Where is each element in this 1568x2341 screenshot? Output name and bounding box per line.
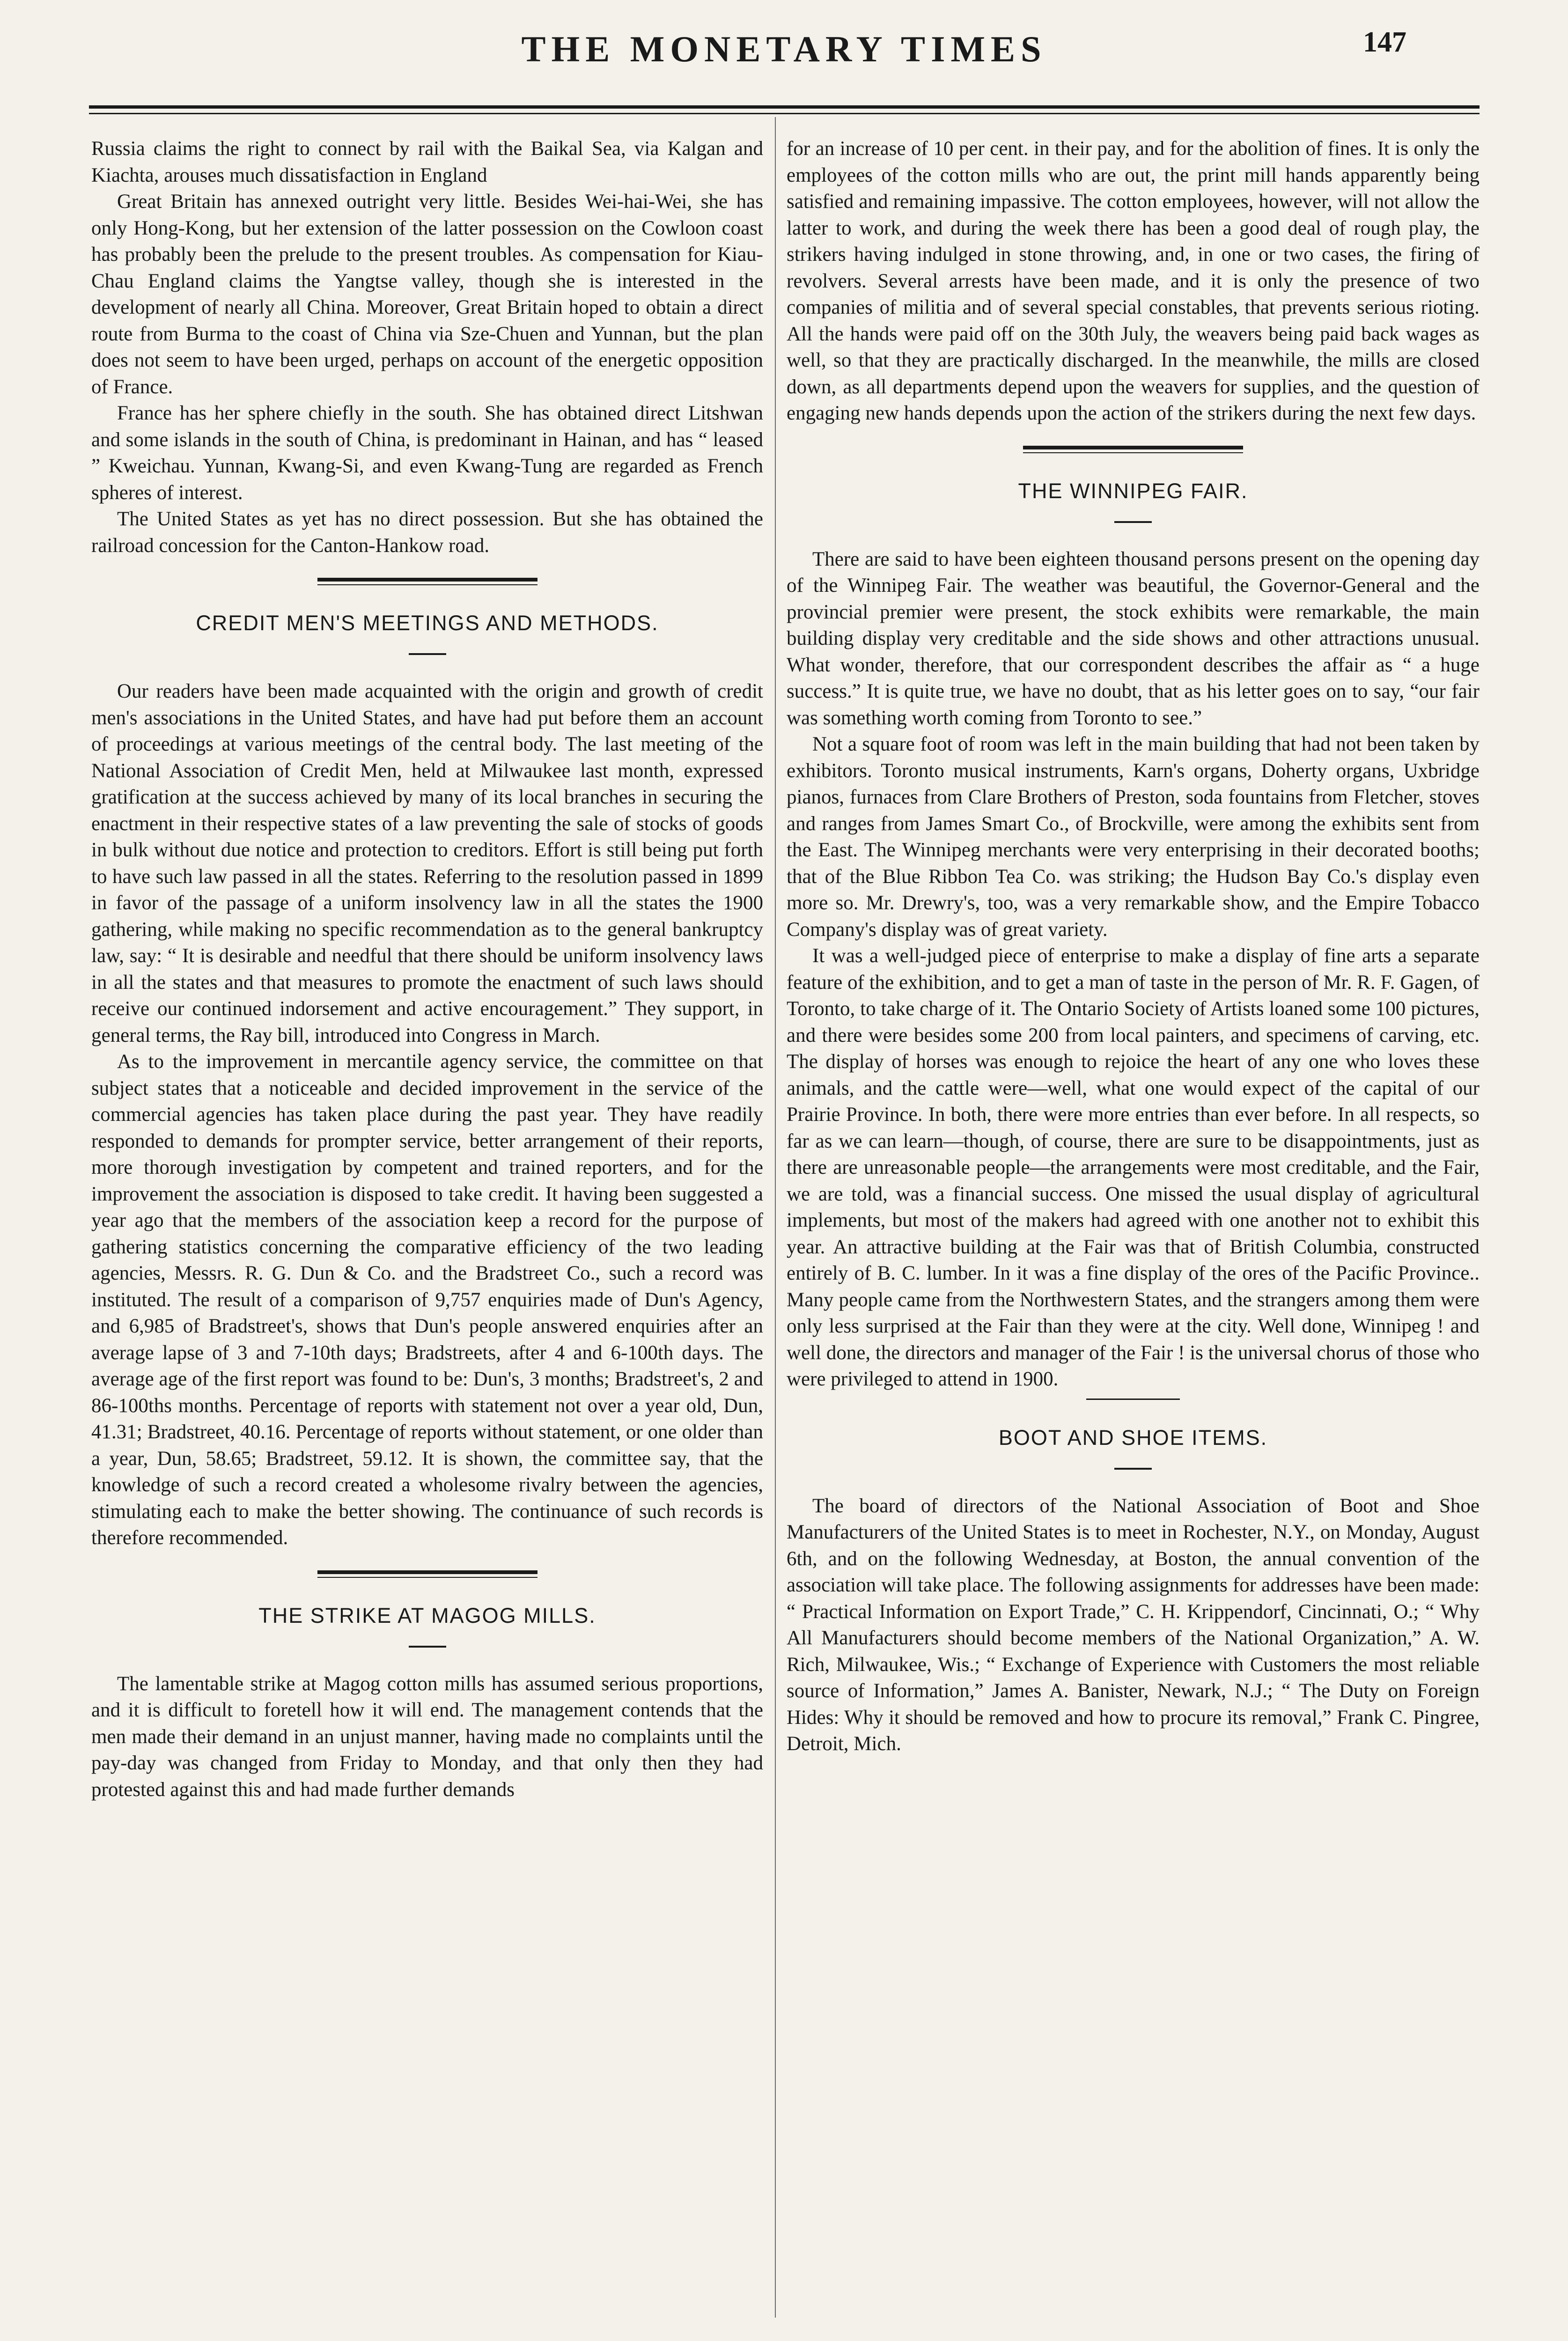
article-heading: BOOT AND SHOE ITEMS. [998,1425,1268,1450]
heading-dash [1114,521,1152,523]
column-divider [775,117,776,2318]
heading-dash [409,653,446,655]
article-heading: CREDIT MEN'S MEETINGS AND METHODS. [196,611,659,635]
article-boot-shoe [787,1426,1480,1470]
page-number: 147 [1363,26,1406,58]
article-strike [91,1570,763,1648]
paragraph: The board of directors of the National Association of Boot and Shoe Manufacturers of the United States is to meet in Rochester, N.Y., on Monday, August 6th, and on the following Wednesday, at Boston, the annual convention of the association will take place. The following assignments for addresses have been made: “ Practical Information on Export Trade,” C. H. Krippendorf, Cincinnati, O.; “ Why All Manufacturers should become members of the National Organization,” A. W. Rich, Milwaukee, Wis.; “ Exchange of Experience with Customers the most reliable source of Information,” James A. Banister, Newark, N.J.; “ The Duty on Foreign Hides: Why it should be removed and how to procure its removal,” Frank C. Pingree, Detroit, Mich. [787,1494,1480,1755]
article-winnipeg-fair [787,446,1480,523]
paragraph: The United States as yet has no direct possession. But she has obtained the railroad concession for the Canton-Hankow road. [91,508,763,557]
paragraph: for an increase of 10 per cent. in their pay, and for the abolition of fines. It is only the employees of the cotton mills who are out, the print mill hands apparently being satisfied and remaining impassive. The cotton employees, however, will not allow the latter to work, and during the week there has been a good deal of rough play, the strikers having indulged in stone throwing, and, in one or two cases, the firing of revolvers. Several arrests have been made, and it is only the presence of two companies of militia and of several special constables, that prevents serious rioting. All the hands were paid off on the 30th July, the weavers being paid back wages as well, so that they are practically discharged. In the meanwhile, the mills are closed down, as all departments depend upon the weavers for supplies, and the question of engaging new hands depends upon the action of the strikers during the next few days. [787,138,1480,424]
article-heading: THE STRIKE AT MAGOG MILLS. [258,1603,596,1627]
section-rule-thin [1023,452,1243,453]
header-rule [89,105,1480,109]
paragraph: It was a well-judged piece of enterprise to make a display of fine arts a separate feature of the exhibition, and to get a man of taste in the person of Mr. R. F. Gagen, of Toronto, to take charge of it. The Ontario Society of Artists loaned some 100 pictures, and there were besides some 200 from local painters, and specimens of carving, etc. The display of horses was enough to rejoice the heart of any one who loves these animals, and the cattle were—well, what one would expect of the capital of our Prairie Province. In both, there were more entries than ever before. In all respects, so far as we can learn—though, of course, there are sure to be disappointments, just as there are unreasonable people—the arrangements were most creditable, and the Fair, we are told, was a financial success. One missed the usual display of agricultural implements, but most of the makers had agreed with one another not to exhibit this year. An attractive building at the Fair was that of British Columbia, constructed entirely of B. C. lumber. In it was a fine display of the ores of the Pacific Province.. Many people came from the Northwestern States, and the strangers among them were only less surprised at the Fair than they were at the city. Well done, Winnipeg ! and well done, the directors and manager of the Fair ! is the universal chorus of those who were privileged to attend in 1900. [787,945,1480,1390]
section-rule-thin [317,584,537,585]
article-end-rule [1086,1399,1180,1400]
paragraph: Great Britain has annexed outright very little. Besides Wei-hai-Wei, she has only Hong-Kong, but her extension of the latter possession on the Cowloon coast has probably been the prelude to the present troubles. As compensation for Kiau-Chau England claims the Yangtse valley, though she is interested in the development of nearly all China. Moreover, Great Britain hoped to obtain a direct route from Burma to the coast of China via Sze-Chuen and Yunnan, but the plan does not seem to have been urged, perhaps on account of the energetic opposition of France. [91,191,763,398]
paragraph: Our readers have been made acquainted with the origin and growth of credit men's associations in the United States, and have had put before them an account of proceedings at various meetings of the central body. The last meeting of the National Association of Credit Men, held at Milwaukee last month, expressed gratification at the success achieved by many of its local branches in securing the enactment in their respective states of a law preventing the sale of stocks of goods in bulk without due notice and protection to creditors. Effort is still being put forth to have such law passed in all the states. Referring to the resolution passed in 1899 in favor of the passage of a uniform insolvency law in all the states the 1900 gathering, while making no specific recommendation as to the general bankruptcy law, say: “ It is desirable and needful that there should be uniform insolvency laws in all the states and that measures to promote the enactment of such laws should receive our continued indorsement and active encouragement.” They support, in general terms, the Ray bill, introduced into Congress in March. [91,680,763,1046]
paragraph: As to the improvement in mercantile agency service, the committee on that subject states that a noticeable and decided improvement in the service of the commercial agencies has taken place during the past year. They have readily responded to demands for prompter service, better arrangement of their reports, more thorough investigation by competent and trained reporters, and for the improvement the association is disposed to take credit. It having been suggested a year ago that the members of the association keep a record for the purpose of gathering statistics concerning the comparative efficiency of the two leading agencies, Messrs. R. G. Dun & Co. and the Bradstreet Co., such a record was instituted. The result of a comparison of 9,757 enquiries made of Dun's Agency, and 6,985 of Bradstreet's, shows that Dun's people answered enquiries after an average lapse of 3 and 7-10th days; Bradstreets, after 4 and 6-100th days. The average age of the first report was found to be: Dun's, 3 months; Bradstreet's, 2 and 86-100ths months. Percentage of reports with statement not over a year old, Dun, 41.31; Bradstreet, 40.16. Percentage of reports without statement, or one older than a year, Dun, 58.65; Bradstreet, 59.12. It is shown, the committee say, that the knowledge of such a record created a wholesome rivalry between the agencies, stimulating each to make the better showing. The continuance of such records is therefore recommended. [91,1051,763,1549]
heading-dash [1114,1468,1152,1470]
masthead: THE MONETARY TIMES [521,29,1047,69]
header-rule-thin [89,113,1480,114]
right-column [787,136,1480,1758]
section-rule [1023,446,1243,449]
paragraph: France has her sphere chiefly in the south. She has obtained direct Litshwan and some islands in the south of China, is predominant in Hainan, and has “ leased ” Kweichau. Yunnan, Kwang-Si, and even Kwang-Tung are regarded as French spheres of interest. [91,402,763,504]
article-heading: THE WINNIPEG FAIR. [1018,479,1248,503]
paragraph: Not a square foot of room was left in the main building that had not been taken by exhibitors. Toronto musical instruments, Karn's organs, Doherty organs, Uxbridge pianos, furnaces from Clare Brothers of Preston, soda fountains from Fletcher, stoves and ranges from James Smart Co., of Brockville, were among the exhibits sent from the East. The Winnipeg merchants were very enterprising in their decorated booths; that of the Blue Ribbon Tea Co. was striking; the Hudson Bay Co.'s display even more so. Mr. Drewry's, too, was a very remarkable show, and the Empire Tobacco Company's display was of great variety. [787,733,1480,941]
paragraph: Russia claims the right to connect by rail with the Baikal Sea, via Kalgan and Kiachta, arouses much dissatisfaction in England [91,138,763,186]
section-rule-thin [317,1577,537,1578]
article-credit-men [91,578,763,655]
section-rule [317,578,537,582]
section-rule [317,1570,537,1574]
paragraph: The lamentable strike at Magog cotton mills has assumed serious proportions, and it is difficult to foretell how it will end. The management contends that the men made their demand in an unjust manner, having made no complaints until the pay-day was changed from Friday to Monday, and that only then they had protested against this and had made further demands [91,1672,763,1801]
heading-dash [409,1646,446,1648]
paragraph: There are said to have been eighteen thousand persons present on the opening day of the Winnipeg Fair. The weather was beautiful, the Governor-General and the provincial premier were present, the stock exhibits were remarkable, the main building display very creditable and the side shows and other attractions unusual. What wonder, therefore, that our correspondent describes the affair as “ a huge success.” It is quite true, we have no doubt, that as his letter goes on to say, “our fair was something worth coming from Toronto to see.” [787,548,1480,729]
left-column [91,136,763,1803]
